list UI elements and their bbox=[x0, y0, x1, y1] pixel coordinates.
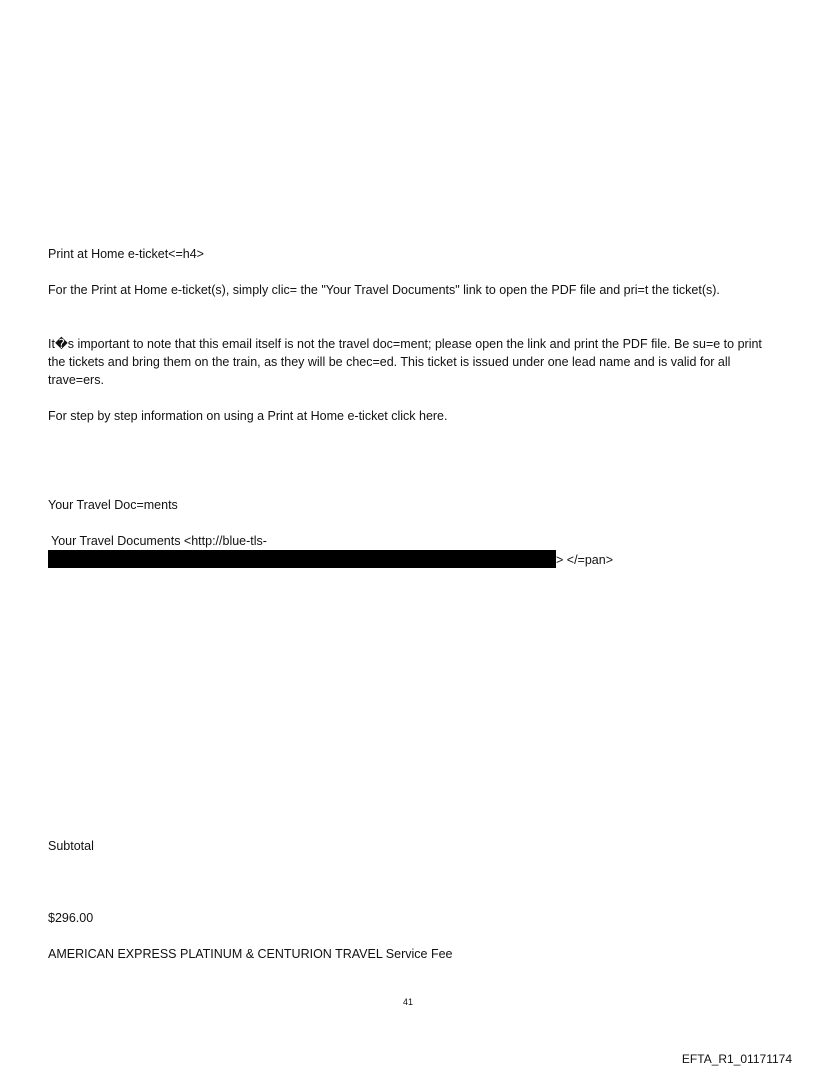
redaction-bar bbox=[48, 550, 556, 568]
travel-documents-link[interactable]: Your Travel Documents <http://blue-tls- bbox=[51, 534, 267, 548]
travel-documents-title: Your Travel Doc=ments bbox=[48, 498, 178, 512]
step-by-step-info: For step by step information on using a Print at Home e-ticket click here. bbox=[48, 409, 448, 423]
eticket-instructions: For the Print at Home e-ticket(s), simply clic= the "Your Travel Documents" link to open the PDF file and pri=t the ticket(s). bbox=[48, 283, 720, 297]
eticket-heading: Print at Home e-ticket<=h4> bbox=[48, 247, 204, 261]
document-id: EFTA_R1_01171174 bbox=[681, 1052, 792, 1066]
link-suffix: > </=pan> bbox=[556, 553, 614, 567]
eticket-notice: It�s important to note that this email itself is not the travel doc=ment; please open the link and print the PDF file. Be su=e to print the tickets and bring them on the train, as they will be chec=ed. This ticket is issued under one lead name and is valid for all trave=ers. bbox=[48, 337, 762, 387]
service-fee-label: AMERICAN EXPRESS PLATINUM & CENTURION TRAVEL Service Fee bbox=[48, 947, 453, 961]
subtotal-label: Subtotal bbox=[48, 839, 94, 853]
subtotal-value: $296.00 bbox=[48, 911, 94, 925]
page-number: 41 bbox=[402, 997, 413, 1007]
